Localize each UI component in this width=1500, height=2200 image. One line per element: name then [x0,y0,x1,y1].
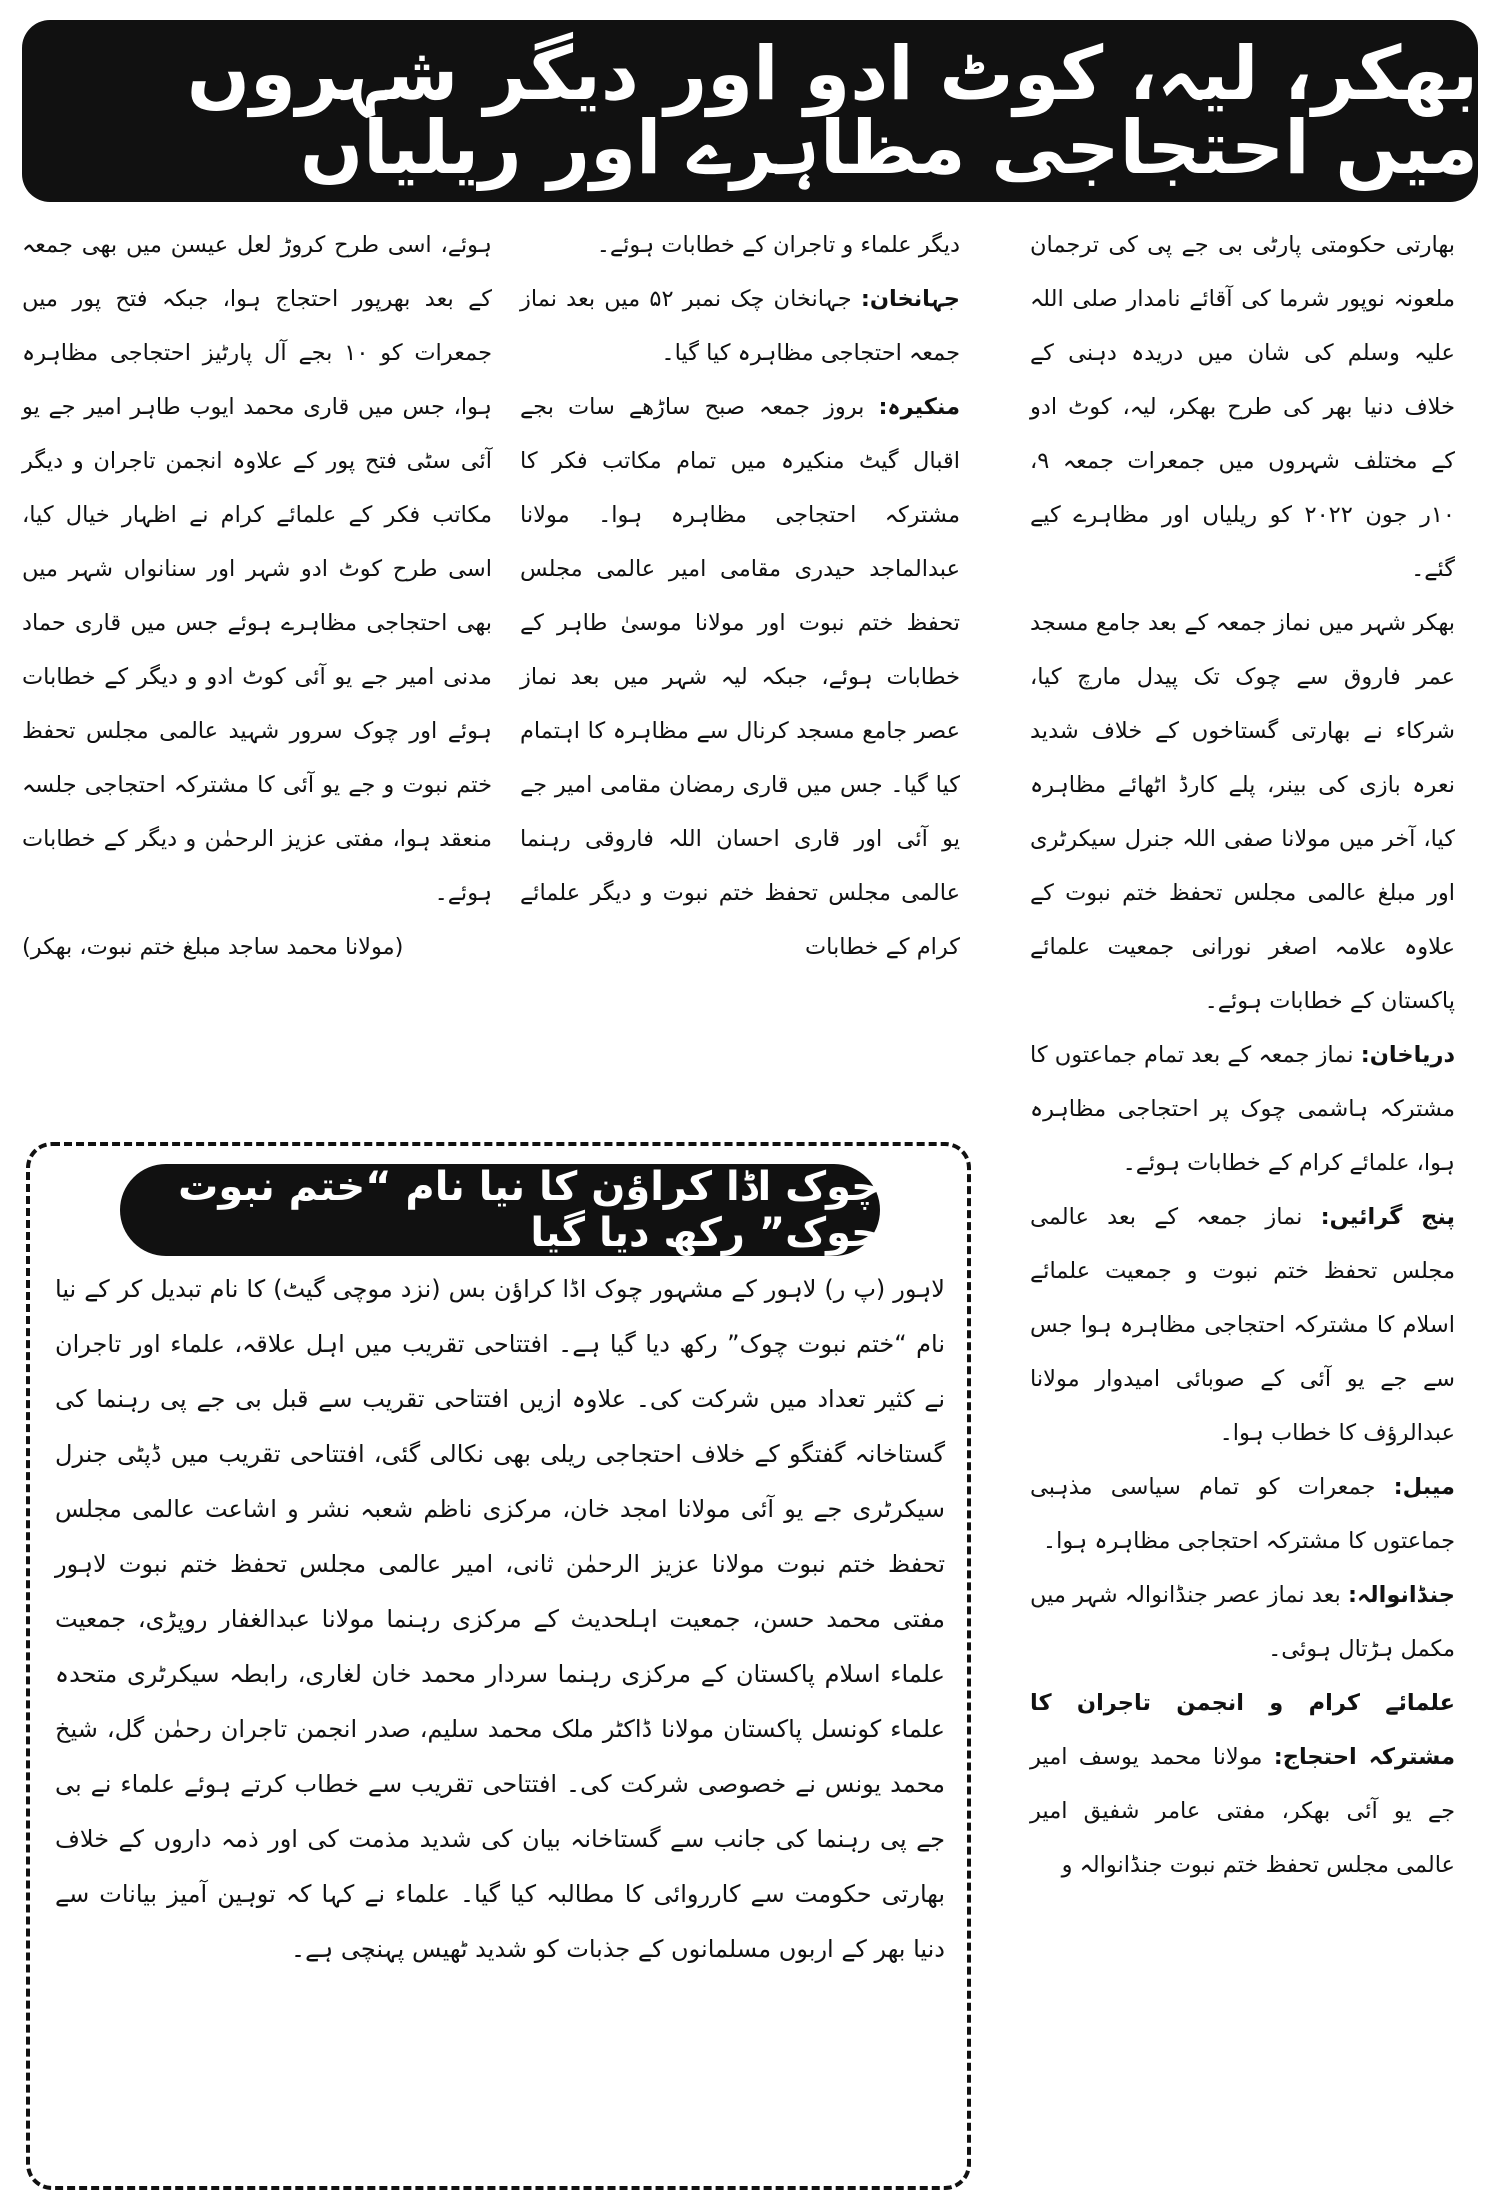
paragraph-intro: بھارتی حکومتی پارٹی بی جے پی کی ترجمان ملعونہ نوپور شرما کی آقائے نامدار صلی اللہ علیہ وسلم کی شان میں دریدہ دہنی کے خلاف دنیا بھر کی طرح بھکر، لیہ، کوٹ ادو کے مختلف شہروں میں جمعرات جمعہ ۹، ۱۰ر جون ۲۰۲۲ کو ریلیاں اور مظاہرے کیے گئے۔ [1030,232,1455,582]
column-right [1030,218,1455,2188]
paragraph-joint-protest [1030,1676,1455,1892]
box-body [55,1262,945,2182]
paragraph-text: نماز جمعہ کے بعد عالمی مجلس تحفظ ختم نبوت و جمعیت علمائے اسلام کا مشترکہ احتجاجی مظاہرہ ہوا جس سے جے یو آئی کے صوبائی امیدوار مولانا عبدالرؤف کا خطاب ہوا۔ [1030,1204,1455,1446]
headline: بھکر، لیہ، کوٹ ادو اور دیگر شہروں میں احتجاجی مظاہرے اور ریلیاں [186,31,1478,191]
place-label: علمائے کرام و انجمن تاجران کا مشترکہ احتجاج: [1030,1690,1455,1770]
byline: (مولانا محمد ساجد مبلغ ختم نبوت، بھکر) [22,934,404,960]
paragraph-text: مولانا محمد یوسف امیر جے یو آئی بھکر، مفتی عامر شفیق امیر عالمی مجلس تحفظ ختم نبوت جنڈانوالہ و [1030,1744,1455,1878]
paragraph-text: بروز جمعہ صبح ساڑھے سات بجے اقبال گیٹ منکیرہ میں تمام مکاتب فکر کا مشترکہ احتجاجی مظاہرہ ہوا۔ مولانا عبدالماجد حیدری مقامی امیر عالمی مجلس تحفظ ختم نبوت اور مولانا موسیٰ طاہر کے خطابات ہوئے، جبکہ لیہ شہر میں بعد نماز عصر جامع مسجد کرنال سے مظاہرہ کا اہتمام کیا گیا۔ جس میں قاری رمضان مقامی امیر جے یو آئی اور قاری احسان اللہ فاروقی رہنما عالمی مجلس تحفظ ختم نبوت و دیگر علمائے کرام کے خطابات [520,394,960,960]
paragraph-text: جمعرات کو تمام سیاسی مذہبی جماعتوں کا مشترکہ احتجاجی مظاہرہ ہوا۔ [1030,1474,1455,1554]
column-left [22,218,492,1098]
place-label: منکیرہ: [878,394,960,420]
place-label: پنج گرائیں: [1320,1204,1455,1230]
box-title-banner [120,1164,880,1256]
paragraph-bhakkar: بھکر شہر میں نماز جمعہ کے بعد جامع مسجد عمر فاروق سے چوک تک پیدل مارچ کیا، شرکاء نے بھارتی گستاخوں کے خلاف شدید نعرہ بازی کی بینر، پلے کارڈ اٹھائے مظاہرہ کیا، آخر میں مولانا صفی اللہ جنرل سیکرٹری اور مبلغ عالمی مجلس تحفظ ختم نبوت کے علاوہ علامہ اصغر نورانی جمعیت علمائے پاکستان کے خطابات ہوئے۔ [1030,610,1455,1014]
paragraph-panjgarain [1030,1190,1455,1460]
place-label: جنڈانوالہ: [1347,1582,1455,1608]
paragraph-text: نماز جمعہ کے بعد تمام جماعتوں کا مشترکہ ہاشمی چوک پر احتجاجی مظاہرہ ہوا، علمائے کرام کے خطابات ہوئے۔ [1030,1042,1455,1176]
paragraph-mebal [1030,1460,1455,1568]
paragraph-jandanwala [1030,1568,1455,1676]
paragraph-continued: دیگر علماء و تاجران کے خطابات ہوئے۔ [596,232,960,258]
place-label: میبل: [1393,1474,1455,1500]
place-label: جہانخان: [860,286,960,312]
box-paragraph: لاہور (پ ر) لاہور کے مشہور چوک اڈا کراؤن بس (نزد موچی گیٹ) کا نام تبدیل کر کے نیا نام “ختم نبوت چوک” رکھ دیا گیا ہے۔ افتتاحی تقریب میں اہل علاقہ، علماء اور تاجران نے کثیر تعداد میں شرکت کی۔ علاوہ ازیں افتتاحی تقریب سے قبل بی جے پی رہنما کی گستاخانہ گفتگو کے خلاف احتجاجی ریلی بھی نکالی گئی، افتتاحی تقریب میں ڈپٹی جنرل سیکرٹری جے یو آئی مولانا امجد خان، مرکزی ناظم شعبہ نشر و اشاعت عالمی مجلس تحفظ ختم نبوت مولانا عزیز الرحمٰن ثانی، امیر عالمی مجلس تحفظ ختم نبوت لاہور مفتی محمد حسن، جمعیت اہلحدیث کے مرکزی رہنما مولانا عبدالغفار روپڑی، جمعیت علماء اسلام پاکستان کے مرکزی رہنما سردار محمد خان لغاری، رابطہ سیکرٹری متحدہ علماء کونسل پاکستان مولانا ڈاکٹر ملک محمد سلیم، صدر انجمن تاجران رحمٰن گل، شیخ محمد یونس نے خصوصی شرکت کی۔ افتتاحی تقریب سے خطاب کرتے ہوئے علماء نے بی جے پی رہنما کی جانب سے گستاخانہ بیان کی شدید مذمت کی اور ذمہ داروں کے خلاف بھارتی حکومت سے کارروائی کا مطالبہ کیا گیا۔ علماء نے کہا کہ توہین آمیز بیانات سے دنیا بھر کے اربوں مسلمانوں کے جذبات کو شدید ٹھیس پہنچی ہے۔ [55,1275,945,1963]
paragraph-jahankhan [520,272,960,380]
column-middle [520,218,960,1098]
paragraph-text: بعد نماز عصر جنڈانوالہ شہر میں مکمل ہڑتال ہوئی۔ [1030,1582,1455,1662]
place-label: دریاخان: [1360,1042,1455,1068]
paragraph-continued: ہوئے، اسی طرح کروڑ لعل عیسن میں بھی جمعہ کے بعد بھرپور احتجاج ہوا، جبکہ فتح پور میں جمعرات کو ۱۰ بجے آل پارٹیز احتجاجی مظاہرہ ہوا، جس میں قاری محمد ایوب طاہر امیر جے یو آئی سٹی فتح پور کے علاوہ انجمن تاجران و دیگر مکاتب فکر کے علمائے کرام نے اظہار خیال کیا، اسی طرح کوٹ ادو شہر اور سنانواں شہر میں بھی احتجاجی مظاہرے ہوئے جس میں قاری حماد مدنی امیر جے یو آئی کوٹ ادو و دیگر کے خطابات ہوئے اور چوک سرور شہید عالمی مجلس تحفظ ختم نبوت و جے یو آئی کا مشترکہ احتجاجی جلسہ منعقد ہوا، مفتی عزیز الرحمٰن و دیگر کے خطابات ہوئے۔ [22,232,492,906]
headline-banner [22,20,1478,202]
paragraph-daryakhan [1030,1028,1455,1190]
box-title: چوک اڈا کراؤن کا نیا نام “ختم نبوت چوک” رکھ دیا گیا [178,1164,880,1256]
paragraph-mankera [520,380,960,974]
paragraph-text: جہانخان چک نمبر ۵۲ میں بعد نماز جمعہ احتجاجی مظاہرہ کیا گیا۔ [520,286,960,366]
